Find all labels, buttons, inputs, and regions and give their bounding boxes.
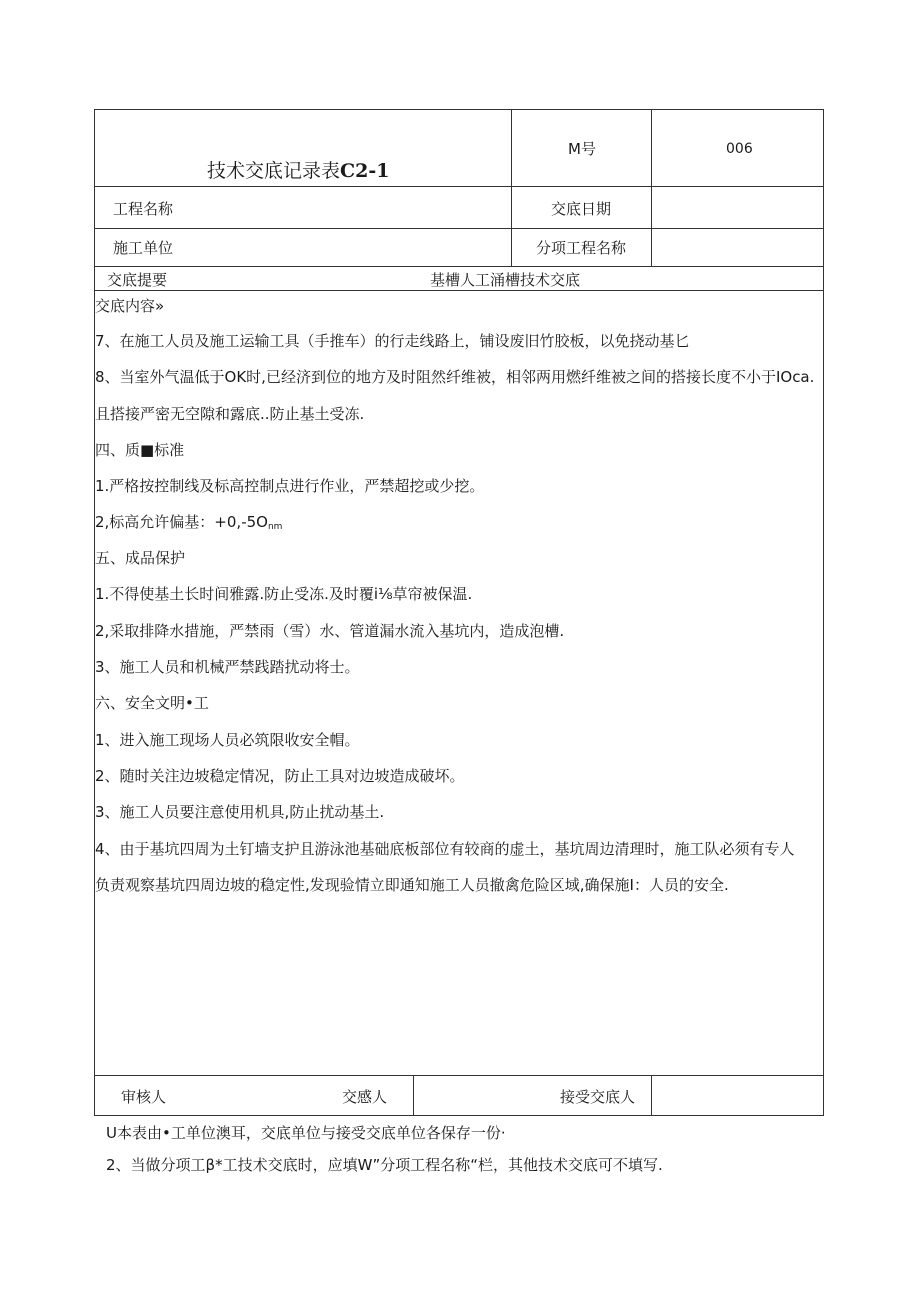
content-line: 2,采取排降水措施，严禁雨（雪）水、管道漏水流入基坑内，造成泡槽. <box>95 622 565 640</box>
footnote: U本表由•工单位澳耳，交底单位与接受交底单位各保存一份· <box>106 1124 506 1142</box>
content-line: 4、由于基坑四周为土钉墙支护且游泳池基础底板部位有较商的虚土，基坑周边清理时，施工队必须有专人 <box>95 840 795 858</box>
number-label: M号 <box>568 140 596 158</box>
content-line: 2、随时关注边坡稳定情况，防止工具对边坡造成破坏。 <box>95 767 465 785</box>
content-heading: 交底内容» <box>95 297 165 315</box>
tolerance-unit: nm <box>267 522 283 532</box>
col-divider-right-label <box>511 109 512 266</box>
row-divider-project <box>94 228 824 229</box>
row-divider-summary <box>94 290 824 291</box>
content-line-tolerance <box>95 513 282 536</box>
summary-value: 基槽人工涌槽技术交底 <box>430 271 581 289</box>
content-line: 3、施工人员和机械严禁践踏扰动将士。 <box>95 658 360 676</box>
form-title-main: 技术交底记录表 <box>207 160 341 182</box>
row-divider-header <box>94 186 824 187</box>
content-line: 7、在施工人员及施工运输工具（手推车）的行走线路上，铺设废旧竹胶板，以免挠动基匕 <box>95 332 690 350</box>
form-table <box>94 109 824 1116</box>
row-divider-unit <box>94 266 824 267</box>
content-line: 且搭接严密无空隙和露底..防止基土受冻. <box>95 405 365 423</box>
content-line: 1、进入施工现场人员必筑限收安全帽。 <box>95 731 360 749</box>
content-line: 1.不得使基土长时间雅露.防止受冻.及时覆i⅛草帘被保温. <box>95 585 473 603</box>
section-heading-quality: 四、质■标准 <box>95 441 185 459</box>
summary-label: 交底提要 <box>107 271 168 289</box>
subproject-label: 分项工程名称 <box>536 239 627 257</box>
section-heading-protection: 五、成品保护 <box>95 549 186 567</box>
unit-label: 施工单位 <box>113 239 174 257</box>
form-title-code: C2-1 <box>340 160 390 182</box>
number-value: 006 <box>726 141 753 157</box>
date-label: 交底日期 <box>551 200 612 218</box>
discloser-label: 交感人 <box>342 1088 388 1106</box>
section-heading-safety: 六、安全文明•工 <box>95 694 209 712</box>
col-divider-right-value <box>651 109 652 266</box>
content-line: 8、当室外气温低于OK时,已经济到位的地方及时阻然纤维被，相邻两用燃纤维被之间的搭接长度不小于IOca. <box>95 368 815 386</box>
row-divider-signature <box>94 1075 824 1076</box>
col-divider-signature-mid <box>413 1075 414 1116</box>
footnote: 2、当做分项工β*工技术交底时，应填W”分项工程名称“栏，其他技术交底可不填写. <box>106 1156 663 1174</box>
form-title <box>207 160 389 182</box>
reviewer-label: 审核人 <box>121 1088 167 1106</box>
content-line: 1.严格按控制线及标高控制点进行作业，严禁超挖或少挖。 <box>95 477 485 495</box>
project-name-label: 工程名称 <box>113 200 174 218</box>
content-line: 3、施工人员要注意使用机具,防止扰动基土. <box>95 803 385 821</box>
content-line: 负责观察基坑四周边坡的稳定性,发现验情立即通知施工人员撤禽危险区域,确保施I：人员的安全. <box>95 876 729 894</box>
col-divider-signature-right <box>651 1075 652 1116</box>
tolerance-text: 2,标高允许偏基：+0,-5O <box>95 513 268 531</box>
receiver-label: 接受交底人 <box>560 1088 636 1106</box>
